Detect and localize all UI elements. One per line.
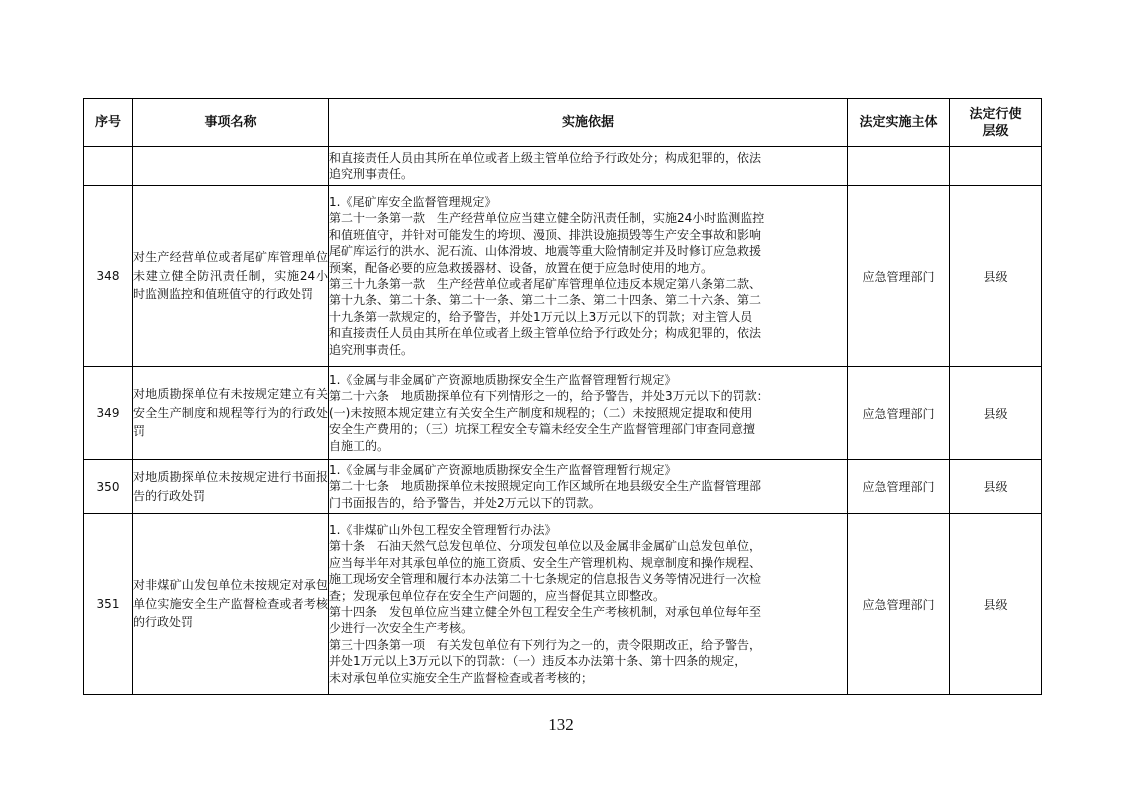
basis-line: 安全生产费用的；（三）坑探工程安全专篇未经安全生产监督管理部门审查同意擅 [329, 422, 756, 437]
basis-line: 第二十六条 地质勘探单位有下列情形之一的，给予警告，并处3万元以下的罚款： [329, 389, 769, 404]
header-seq: 序号 [84, 99, 133, 147]
exercise-level: 县级 [950, 367, 1042, 460]
basis-line: 并处1万元以上3万元以下的罚款：（一）违反本办法第十条、第十四条的规定， [329, 654, 747, 669]
basis-line: 和直接责任人员由其所在单位或者上级主管单位给予行政处分；构成犯罪的，依法 [329, 150, 762, 165]
basis-cell [329, 186, 848, 367]
header-subject: 法定实施主体 [848, 99, 950, 147]
table-row-349 [84, 367, 1042, 460]
basis-line: 1.《尾矿库安全监督管理规定》 [329, 194, 497, 209]
basis-line: 第十四条 发包单位应当建立健全外包工程安全生产考核机制，对承包单位每年至 [329, 605, 762, 619]
item-name: 对非煤矿山发包单位未按规定对承包单位实施安全生产监督检查或者考核的行政处罚 [133, 514, 329, 695]
table-header-row [84, 99, 1042, 147]
item-name: 对生产经营单位或者尾矿库管理单位未建立健全防汛责任制，实施24小时监测监控和值班值守的行政处罚 [133, 186, 329, 367]
row-number: 350 [84, 460, 133, 514]
item-name: 对地质勘探单位有未按规定建立有关安全生产制度和规程等行为的行政处罚 [133, 367, 329, 460]
basis-line: 追究刑事责任。 [329, 167, 414, 181]
basis-line: (一)未按照本规定建立有关安全生产制度和规程的；（二）未按照规定提取和使用 [329, 405, 753, 420]
item-name: 对地质勘探单位未按规定进行书面报告的行政处罚 [133, 460, 329, 514]
row-number: 348 [84, 186, 133, 367]
basis-line: 1.《金属与非金属矿产资源地质勘探安全生产监督管理暂行规定》 [329, 372, 677, 387]
cont-level-cell [950, 147, 1042, 186]
basis-cell [329, 460, 848, 514]
exercise-level: 县级 [950, 514, 1042, 695]
basis-cell [329, 367, 848, 460]
basis-line: 第三十四条第一项 有关发包单位有下列行为之一的，责令限期改正，给予警告， [329, 637, 762, 652]
cont-num-cell [84, 147, 133, 186]
basis-line: 第二十七条 地质勘探单位未按照规定向工作区域所在地县级安全生产监督管理部 [329, 479, 762, 494]
basis-line: 1.《非煤矿山外包工程安全管理暂行办法》 [329, 522, 557, 537]
basis-line: 查；发现承包单位存在安全生产问题的，应当督促其立即整改。 [329, 588, 666, 603]
basis-line: 第二十一条第一款 生产经营单位应当建立健全防汛责任制，实施24小时监测监控 [329, 211, 765, 226]
basis-line: 第十条 石油天然气总发包单位、分项发包单位以及金属非金属矿山总发包单位， [329, 539, 762, 554]
implementing-subject: 应急管理部门 [848, 460, 950, 514]
basis-line: 追究刑事责任。 [329, 342, 414, 357]
cont-subject-cell [848, 147, 950, 186]
basis-line: 少进行一次安全生产考核。 [329, 621, 474, 636]
table-row-348 [84, 186, 1042, 367]
basis-line: 十九条第一款规定的，给予警告，并处1万元以上3万元以下的罚款；对主管人员 [329, 309, 753, 324]
exercise-level: 县级 [950, 186, 1042, 367]
basis-line: 第十九条、第二十条、第二十一条、第二十二条、第二十四条、第二十六条、第二 [329, 293, 762, 308]
basis-line: 和值班值守，并针对可能发生的垮坝、漫顶、排洪设施损毁等生产安全事故和影响 [329, 227, 762, 242]
basis-line: 未对承包单位实施安全生产监督检查或者考核的； [329, 670, 594, 685]
basis-line: 预案，配备必要的应急救援器材、设备，放置在便于应急时使用的地方。 [329, 260, 714, 275]
header-name: 事项名称 [133, 99, 329, 147]
basis-line: 施工现场安全管理和履行本办法第二十七条规定的信息报告义务等情况进行一次检 [329, 572, 762, 587]
cont-basis-cell [329, 147, 848, 186]
table-row-350 [84, 460, 1042, 514]
basis-line: 自施工的。 [329, 438, 390, 453]
row-number: 351 [84, 514, 133, 695]
row-number: 349 [84, 367, 133, 460]
basis-line: 1.《金属与非金属矿产资源地质勘探安全生产监督管理暂行规定》 [329, 462, 677, 477]
basis-line: 和直接责任人员由其所在单位或者上级主管单位给予行政处分；构成犯罪的，依法 [329, 326, 762, 341]
table-row-351 [84, 514, 1042, 695]
cont-name-cell [133, 147, 329, 186]
basis-cell [329, 514, 848, 695]
page-number: 132 [548, 715, 574, 734]
basis-line: 门书面报告的，给予警告，并处2万元以下的罚款。 [329, 495, 601, 510]
basis-line: 应当每半年对其承包单位的施工资质、安全生产管理机构、规章制度和操作规程、 [329, 555, 762, 570]
continuation-row [84, 147, 1042, 186]
enforcement-items-table [83, 98, 1042, 695]
exercise-level: 县级 [950, 460, 1042, 514]
implementing-subject: 应急管理部门 [848, 514, 950, 695]
basis-line: 尾矿库运行的洪水、泥石流、山体滑坡、地震等重大险情制定并及时修订应急救援 [329, 244, 762, 259]
header-level: 法定行使层级 [950, 99, 1042, 147]
implementing-subject: 应急管理部门 [848, 186, 950, 367]
basis-line: 第三十九条第一款 生产经营单位或者尾矿库管理单位违反本规定第八条第二款、 [329, 277, 762, 291]
header-basis: 实施依据 [329, 99, 848, 147]
implementing-subject: 应急管理部门 [848, 367, 950, 460]
